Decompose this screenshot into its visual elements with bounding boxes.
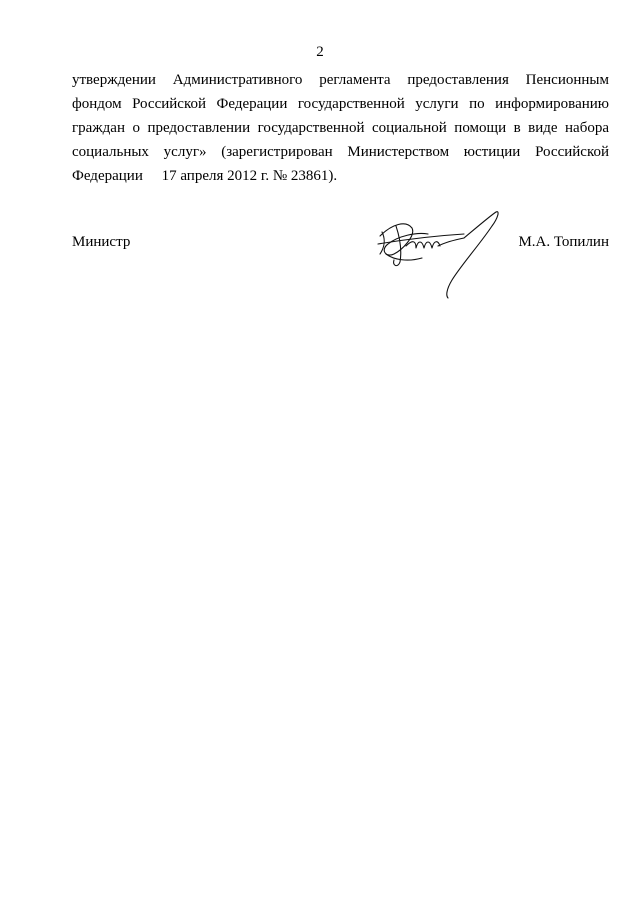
body-line: социальных услуг» (зарегистрирован Министерством юстиции Российской	[72, 144, 609, 160]
body-line: фондом Российской Федерации государственной услуги по информированию	[72, 96, 609, 112]
page-number: 2	[316, 44, 324, 60]
body-line: Федерации 17 апреля 2012 г. № 23861).	[72, 168, 338, 184]
body-line: утверждении Административного регламента предоставления Пенсионным	[72, 72, 609, 88]
signature-icon	[372, 210, 502, 300]
body-line: граждан о предоставлении государственной социальной помощи в виде набора	[72, 120, 609, 136]
signer-position: Министр	[72, 234, 131, 250]
document-body	[72, 68, 609, 188]
signature-block	[72, 228, 609, 308]
signer-name: М.А. Топилин	[518, 234, 609, 250]
